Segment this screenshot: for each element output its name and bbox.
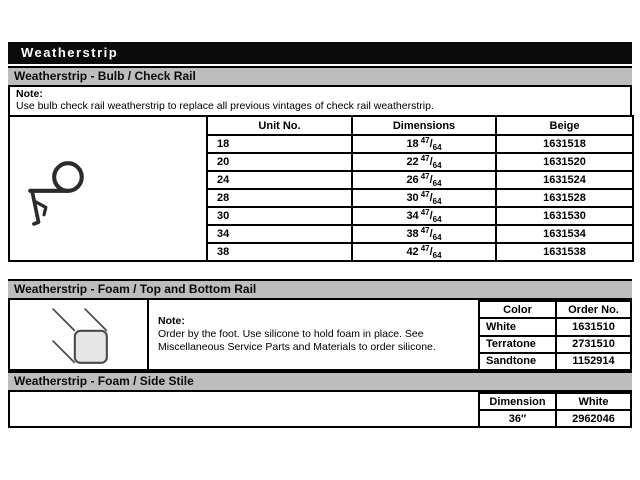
column-header-dimensions: Dimensions — [352, 116, 496, 135]
table-header-row — [479, 301, 631, 318]
dimension-cell: 36″ — [479, 410, 556, 426]
column-header-unit-no: Unit No. — [207, 116, 352, 135]
table-row — [479, 318, 631, 335]
beige-order-cell: 1631518 — [496, 135, 633, 153]
order-no-cell: 2962046 — [556, 410, 631, 426]
column-header-order-no: Order No. — [556, 301, 631, 318]
note-label: Note: — [16, 88, 43, 100]
note-label: Note: — [158, 315, 185, 327]
table-header-row — [479, 393, 631, 410]
column-header-color: Color — [479, 301, 556, 318]
section-header-foam-side-stile: Weatherstrip - Foam / Side Stile — [8, 371, 632, 392]
order-no-cell: 1631510 — [556, 318, 631, 335]
foam-stile-box — [8, 392, 632, 428]
order-no-cell: 1152914 — [556, 353, 631, 369]
bulb-profile-drawing-cell — [9, 116, 207, 261]
column-header-beige: Beige — [496, 116, 633, 135]
page-title: Weatherstrip — [8, 42, 632, 64]
table-row — [479, 336, 631, 353]
beige-order-cell: 1631534 — [496, 225, 633, 243]
beige-order-cell: 1631530 — [496, 207, 633, 225]
unit-no-cell: 18 — [207, 135, 352, 153]
table-row — [479, 353, 631, 369]
section-header-bulb-check-rail: Weatherstrip - Bulb / Check Rail — [8, 66, 632, 87]
unit-no-cell: 20 — [207, 153, 352, 171]
section-header-foam-top-bottom-rail: Weatherstrip - Foam / Top and Bottom Rail — [8, 279, 632, 300]
note-text: Use bulb check rail weatherstrip to replace all previous vintages of check rail weatherstrip. — [16, 99, 434, 112]
unit-no-cell: 24 — [207, 171, 352, 189]
dimensions-cell: 34 $^{47}/_{64}$ — [352, 207, 496, 225]
bulb-check-rail-table — [8, 115, 634, 262]
foam-stile-order-table — [478, 392, 632, 426]
foam-weatherstrip-profile-icon — [43, 303, 115, 367]
color-cell: Sandtone — [479, 353, 556, 369]
color-cell: Terratone — [479, 336, 556, 353]
unit-no-cell: 34 — [207, 225, 352, 243]
note-box-foam — [149, 300, 478, 369]
dimensions-cell: 38 $^{47}/_{64}$ — [352, 225, 496, 243]
table-row — [479, 410, 631, 426]
beige-order-cell: 1631524 — [496, 171, 633, 189]
table-header-row — [9, 116, 633, 135]
foam-profile-drawing-cell — [10, 300, 149, 369]
dimensions-cell: 42 $^{47}/_{64}$ — [352, 243, 496, 261]
bulb-weatherstrip-profile-icon — [10, 143, 102, 235]
dimensions-cell: 22 $^{47}/_{64}$ — [352, 153, 496, 171]
beige-order-cell: 1631520 — [496, 153, 633, 171]
dimensions-cell: 26 $^{47}/_{64}$ — [352, 171, 496, 189]
beige-order-cell: 1631528 — [496, 189, 633, 207]
dimensions-cell: 18 $^{47}/_{64}$ — [352, 135, 496, 153]
empty-cell — [10, 392, 478, 426]
foam-rail-order-table — [478, 300, 632, 369]
note-box-bulb — [8, 87, 632, 115]
page-content — [8, 42, 632, 428]
unit-no-cell: 38 — [207, 243, 352, 261]
unit-no-cell: 28 — [207, 189, 352, 207]
color-cell: White — [479, 318, 556, 335]
note-text: Order by the foot. Use silicone to hold foam in place. See Miscellaneous Service Parts and Materials to order silicone. — [158, 328, 436, 353]
section-spacer — [8, 262, 632, 279]
unit-no-cell: 30 — [207, 207, 352, 225]
order-no-cell: 2731510 — [556, 336, 631, 353]
foam-rail-box — [8, 300, 632, 371]
column-header-dimension: Dimension — [479, 393, 556, 410]
dimensions-cell: 30 $^{47}/_{64}$ — [352, 189, 496, 207]
beige-order-cell: 1631538 — [496, 243, 633, 261]
column-header-white: White — [556, 393, 631, 410]
